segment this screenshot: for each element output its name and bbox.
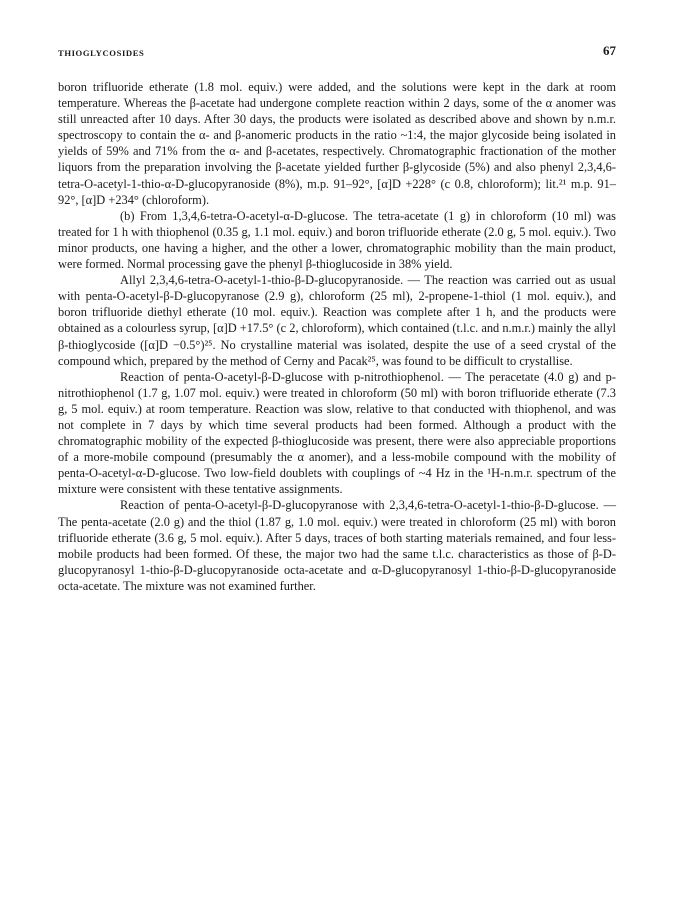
body-text (58, 79, 616, 594)
paragraph-nitrothiophenol-reaction: Reaction of penta-O-acetyl-β-D-glucose with p-nitrothiophenol. — The peracetate (4.0 g) and p-nitrothiophenol (1.7 g, 1.07 mol. equiv.) were treated in chloroform (50 ml) with boron trifluoride etherate (7.3 g, 5 mol. equiv.) at room temperature. Reaction was slow, relative to that conducted with thiophenol, and was not complete in 7 days by which time several products had been formed. Although a product with the chromatographic mobility of the expected β-thioglucoside was present, there were also appreciable proportions of a more-mobile compound (presumably the α anomer), and a less-mobile compound with the mobility of penta-O-acetyl-α-D-glucose. Two low-field doublets with couplings of ~4 Hz in the ¹H-n.m.r. spectrum of the mixture were consistent with these tentative assignments. (58, 369, 616, 497)
running-head (58, 45, 616, 63)
paragraph-thiol-reaction: Reaction of penta-O-acetyl-β-D-glucopyranose with 2,3,4,6-tetra-O-acetyl-1-thio-β-D-glucose. — The penta-acetate (2.0 g) and the thiol (1.87 g, 1.0 mol. equiv.) were treated in chloroform (25 ml) with boron trifluoride etherate (3.6 g, 5 mol. equiv.). After 5 days, traces of both starting materials remained, and four less-mobile products had been formed. Of these, the major two had the same t.l.c. characteristics as those of β-D-glucopyranosyl 1-thio-β-D-glucopyranoside octa-acetate and α-D-glucopyranosyl 1-thio-β-D-glucopyranoside octa-acetate. The mixture was not examined further. (58, 498, 616, 593)
paragraph-continuation: boron trifluoride etherate (1.8 mol. equiv.) were added, and the solutions were kept in the dark at room temperature. Whereas the β-acetate had undergone complete reaction within 2 days, some of the α anomer was still unreacted after 10 days. After 30 days, the products were isolated as described above and shown by n.m.r. spectroscopy to contain the α- and β-anomeric products in the ratio ~1:4, the major glycoside being isolated in yields of 59% and 71% from the α- and β-acetates, respectively. Chromatographic fractionation of the mother liquors from the preparation involving the β-acetate yielded further β-glycoside (5%) and also phenyl 2,3,4,6-tetra-O-acetyl-1-thio-α-D-glucopyranoside (8%), m.p. 91–92°, [α]D +228° (c 0.8, chloroform); lit.²¹ m.p. 91–92°, [α]D +234° (chloroform). (58, 80, 616, 207)
page-number: 67 (603, 43, 616, 58)
paragraph-allyl-thioglucoside: Allyl 2,3,4,6-tetra-O-acetyl-1-thio-β-D-glucopyranoside. — The reaction was carried out as usual with penta-O-acetyl-β-D-glucopyranose (2.9 g), chloroform (25 ml), 2-propene-1-thiol (1 mol. equiv.), and boron trifluoride diethyl etherate (10 mol. equiv.). Reaction was complete after 1 h, and the products were obtained as a colourless syrup, [α]D +17.5° (c 2, chloroform), which contained (t.l.c. and n.m.r.) mainly the allyl β-thioglycoside ([α]D −0.5°)²⁵. No crystalline material was isolated, despite the use of a seed crystal of the compound which, prepared by the method of Cerny and Pacak²⁵, was found to be difficult to crystallise. (58, 273, 616, 368)
running-title: THIOGLYCOSIDES (58, 48, 145, 58)
paragraph-method-b: (b) From 1,3,4,6-tetra-O-acetyl-α-D-glucose. The tetra-acetate (1 g) in chloroform (10 ml) was treated for 1 h with thiophenol (0.35 g, 1.1 mol. equiv.) and boron trifluoride etherate (2.0 g, 5 mol. equiv.). Two minor products, one having a higher, and the other a lower, chromatographic mobility than the main product, were formed. Normal processing gave the phenyl β-thioglucoside in 38% yield. (58, 208, 616, 272)
